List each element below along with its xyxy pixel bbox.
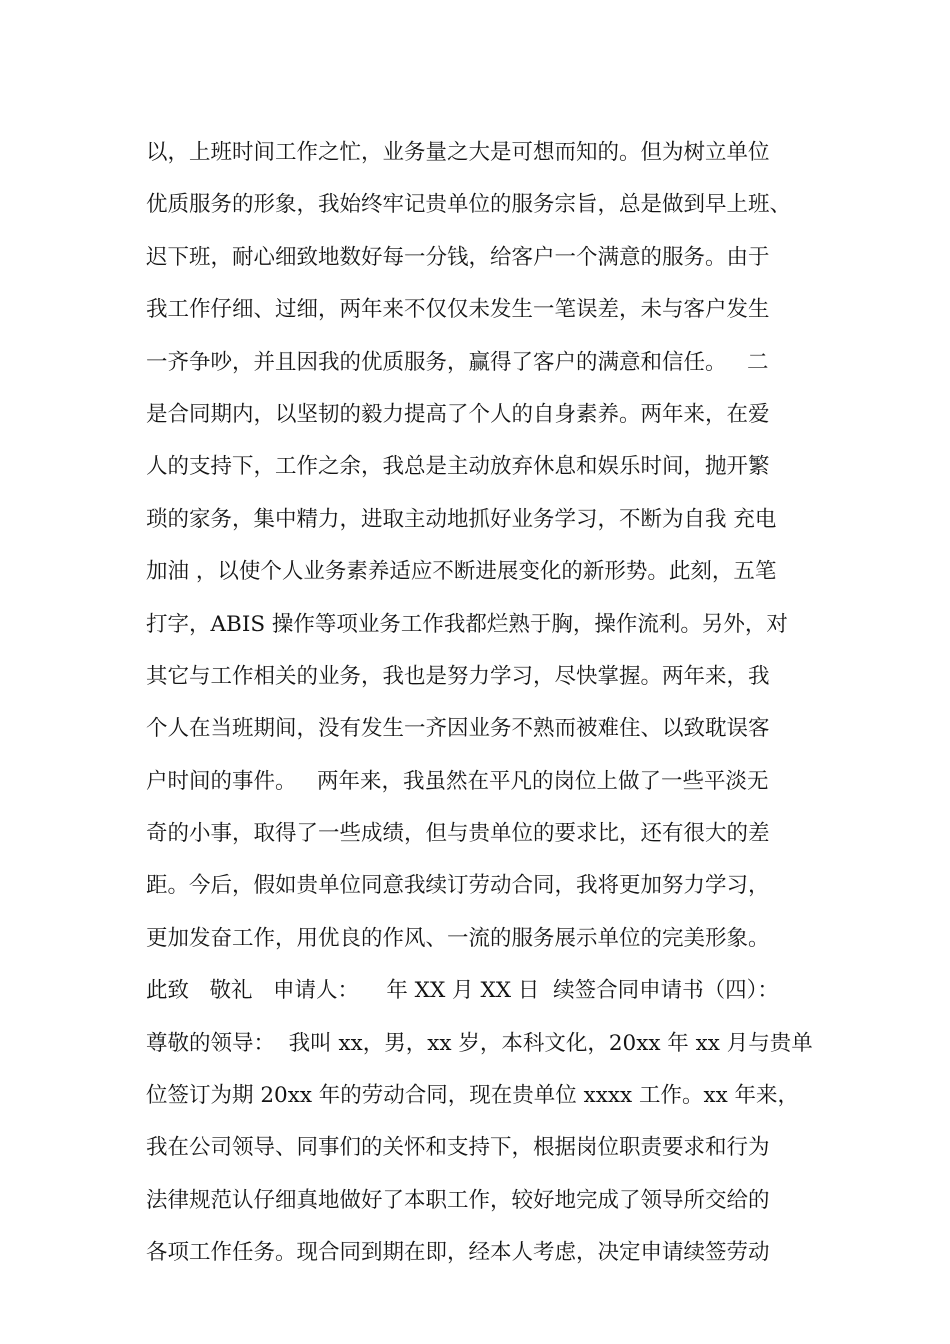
text-line: 位签订为期 20xx 年的劳动合同，现在贵单位 xxxx 工作。xx 年来，: [146, 1083, 800, 1109]
text-line: 我工作仔细、过细，两年来不仅仅未发生一笔误差，未与客户发生: [146, 297, 770, 323]
text-line: 各项工作任务。现合同到期在即，经本人考虑，决定申请续签劳动: [146, 1240, 770, 1266]
text-line: 奇的小事，取得了一些成绩，但与贵单位的要求比，还有很大的差: [146, 821, 770, 847]
text-line: 琐的家务，集中精力，进取主动地抓好业务学习，不断为自我 充电: [146, 506, 777, 532]
text-line: 距。今后，假如贵单位同意我续订劳动合同，我将更加努力学习，: [146, 873, 770, 899]
text-line: 法律规范认仔细真地做好了本职工作，较好地完成了领导所交给的: [146, 1187, 770, 1213]
text-line: 尊敬的领导： 我叫 xx，男，xx 岁，本科文化，20xx 年 xx 月与贵单: [146, 1030, 813, 1056]
text-line: 人的支持下，工作之余，我总是主动放弃休息和娱乐时间，抛开繁: [146, 454, 770, 480]
text-line: 此致 敬礼 申请人： 年 XX 月 XX 日 续签合同申请书（四）：: [146, 978, 779, 1004]
text-line: 个人在当班期间，没有发生一齐因业务不熟而被难住、以致耽误客: [146, 716, 770, 742]
text-line: 更加发奋工作，用优良的作风、一流的服务展示单位的完美形象。: [146, 925, 770, 951]
document-body: [146, 134, 846, 1287]
text-line: 是合同期内，以坚韧的毅力提高了个人的自身素养。两年来，在爱: [146, 401, 770, 427]
text-line: 我在公司领导、同事们的关怀和支持下，根据岗位职责要求和行为: [146, 1135, 770, 1161]
text-line: 一齐争吵，并且因我的优质服务，赢得了客户的满意和信任。 二: [146, 349, 769, 375]
text-line: 优质服务的形象，我始终牢记贵单位的服务宗旨，总是做到早上班、: [146, 192, 792, 218]
text-line: 以，上班时间工作之忙，业务量之大是可想而知的。但为树立单位: [146, 140, 770, 165]
text-line: 迟下班，耐心细致地数好每一分钱，给客户一个满意的服务。由于: [146, 244, 770, 270]
text-line: 户时间的事件。 两年来，我虽然在平凡的岗位上做了一些平淡无: [146, 768, 769, 794]
text-line: 打字，ABIS 操作等项业务工作我都烂熟于胸，操作流利。另外，对: [146, 611, 788, 637]
text-line: 加油 ，以使个人业务素养适应不断进展变化的新形势。此刻，五笔: [146, 559, 777, 585]
text-line: 其它与工作相关的业务，我也是努力学习，尽快掌握。两年来，我: [146, 663, 770, 689]
